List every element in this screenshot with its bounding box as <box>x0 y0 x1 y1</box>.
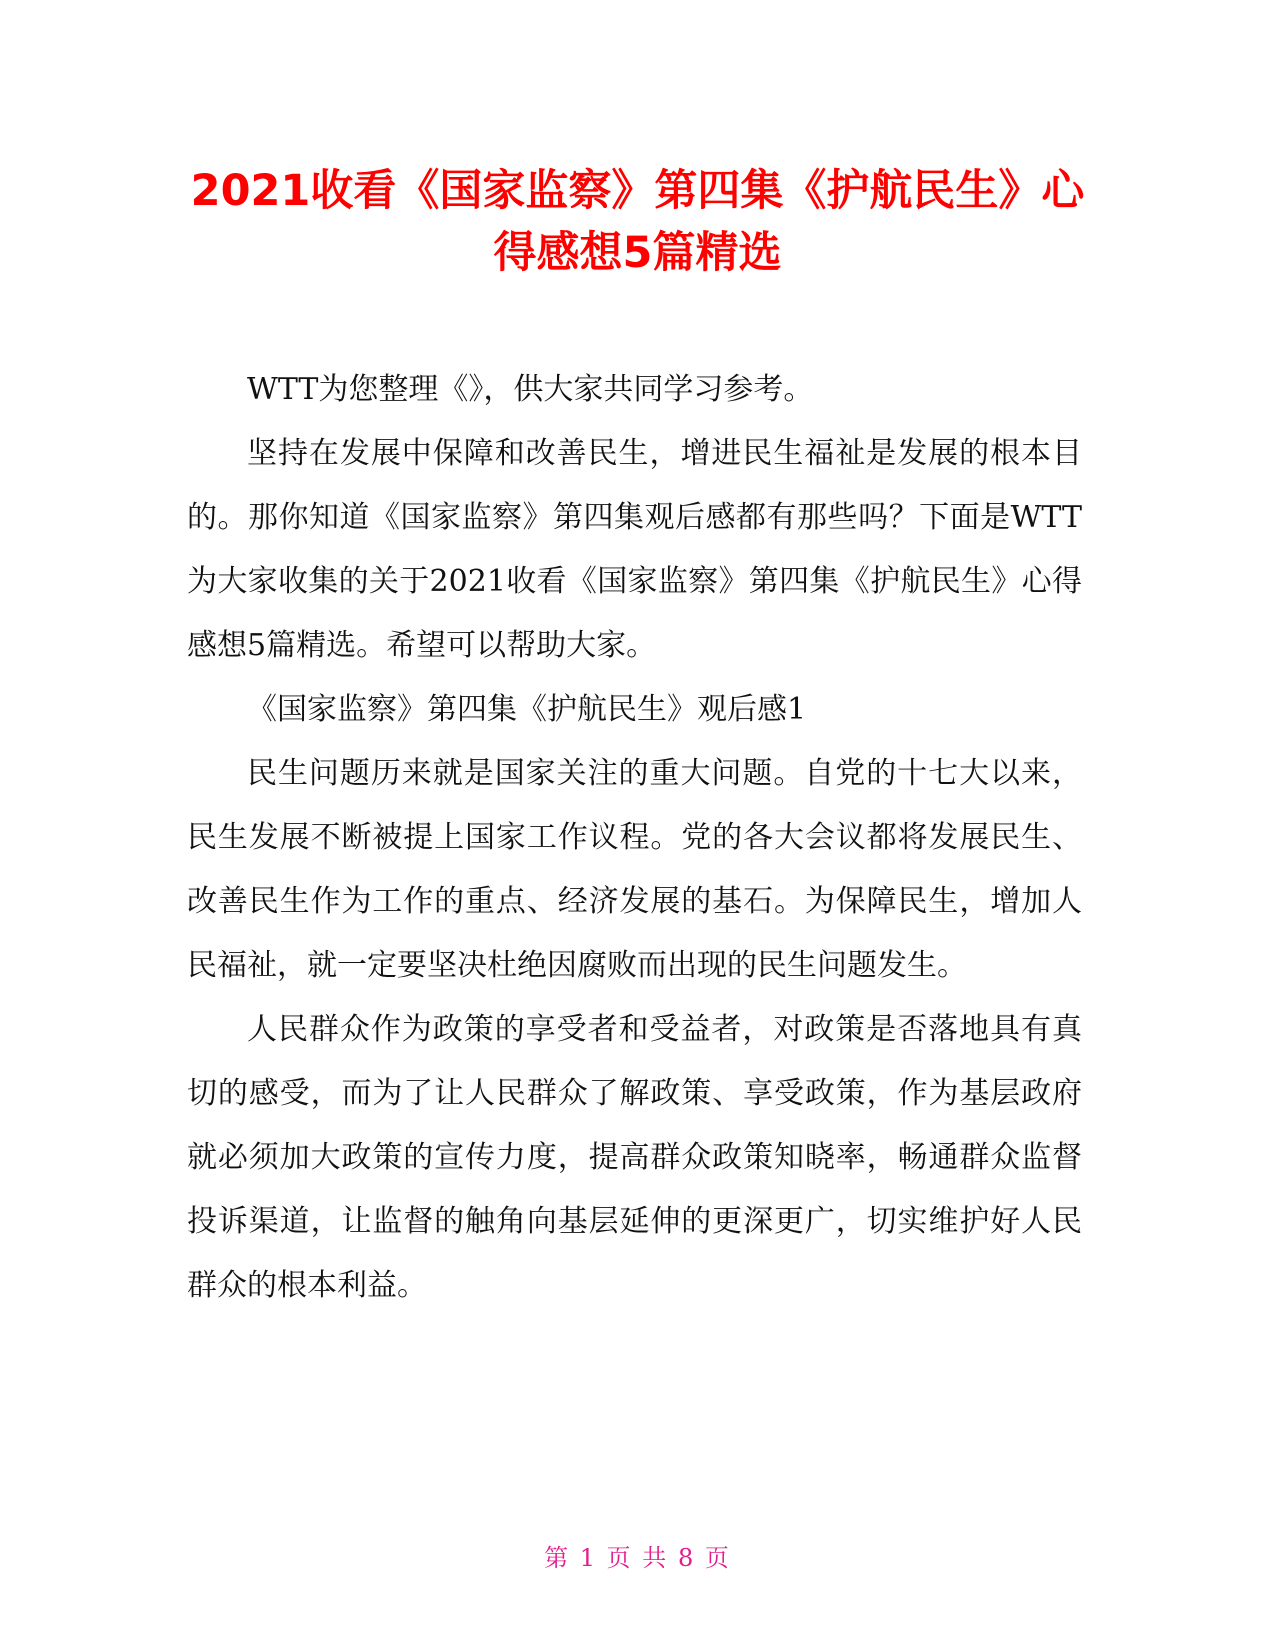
intro-paragraph: WTT为您整理《》，供大家共同学习参考。 <box>247 372 814 407</box>
section-heading: 《国家监察》第四集《护航民生》观后感1 <box>247 692 807 727</box>
body-paragraph: 民生问题历来就是国家关注的重大问题。自党的十七大以来，民生发展不断被提上国家工作议程。党的各大会议都将发展民生、改善民生作为工作的重点、经济发展的基石。为保障民生，增加人民福祉，就一定要坚决杜绝因腐败而出现的民生问题发生。 <box>187 756 1082 983</box>
title-line-1: 2021收看《国家监察》第四集《护航民生》心 <box>190 166 1085 216</box>
body-paragraph: 人民群众作为政策的享受者和受益者，对政策是否落地具有真切的感受，而为了让人民群众了解政策、享受政策，作为基层政府就必须加大政策的宣传力度，提高群众政策知晓率，畅通群众监督投诉渠道，让监督的触角向基层延伸的更深更广，切实维护好人民群众的根本利益。 <box>187 1012 1082 1303</box>
document-body <box>187 358 1082 1318</box>
body-paragraph: 坚持在发展中保障和改善民生，增进民生福祉是发展的根本目的。那你知道《国家监察》第四集观后感都有那些吗？下面是WTT为大家收集的关于2021收看《国家监察》第四集《护航民生》心得感想5篇精选。希望可以帮助大家。 <box>187 436 1082 663</box>
page-footer: 第 1 页 共 8 页 <box>544 1544 731 1572</box>
document-title <box>150 160 1125 284</box>
title-line-2: 得感想5篇精选 <box>493 228 782 278</box>
